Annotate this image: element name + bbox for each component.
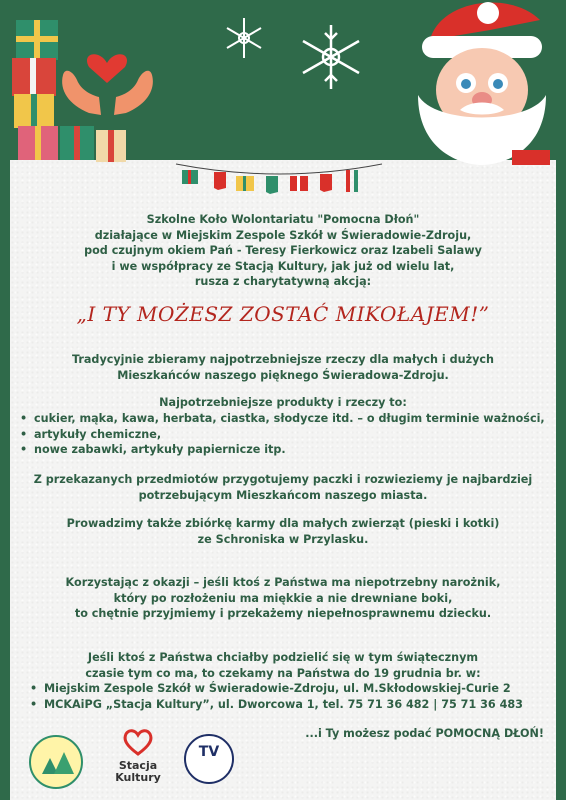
garland-icon [174,160,384,200]
animals-line: ze Schroniska w Przylasku. [197,532,369,546]
intro-line: pod czujnym okiem Pań - Teresy Fierkowicz oraz Izabeli Salawy [84,244,482,257]
list-item: • artykuły chemiczne, [20,427,545,443]
packages-block [0,472,566,503]
tv-badge: TV [198,744,220,760]
intro-line: rusza z charytatywną akcją: [194,275,372,288]
stacja-logo-line1: Stacja [118,759,158,772]
campaign-slogan: „I TY MOŻESZ ZOSTAĆ MIKOŁAJEM!” [76,302,490,326]
intro-line: Szkolne Koło Wolontariatu "Pomocna Dłoń" [146,213,420,226]
snowflake-icon [222,16,266,60]
tradition-block [0,352,566,383]
school-logo-icon [28,734,84,790]
hands-heart-icon [55,35,160,120]
intro-line: i we współpracy ze Stacją Kultury, jak już od wielu lat, [111,259,455,273]
corner-line: który po rozłożeniu ma miękkie a nie drewniane boki, [113,591,453,605]
packages-line: Z przekazanych przedmiotów przygotujemy paczki i rozwieziemy je najbardziej [33,473,533,486]
list-item: • MCKAiPG „Stacja Kultury”, ul. Dworcowa 1, tel. 75 71 36 482 | 75 71 36 483 [30,697,523,713]
closing-text: ...i Ty możesz podać POMOCNĄ DŁOŃ! [305,727,544,740]
corner-line: to chętnie przyjmiemy i przekażemy niepełnosprawnemu dziecku. [74,607,492,620]
intro-block [0,212,566,290]
animals-line: Prowadzimy także zbiórkę karmy dla małych zwierząt (pieski i kotki) [66,517,500,530]
intro-line: działające w Miejskim Zespole Szkół w Świeradowie-Zdroju, [94,228,472,242]
stacja-logo-line2: Kultury [115,771,161,784]
packages-line: potrzebującym Mieszkańcom naszego miasta. [138,488,428,502]
animals-block [0,516,566,547]
share-line: Jeśli ktoś z Państwa chciałby podzielić się w tym świątecznym [87,651,479,664]
needs-heading-text: Najpotrzebniejsze produkty i rzeczy to: [159,396,407,409]
corner-line: Korzystając z okazji – jeśli ktoś z Państwa ma niepotrzebny narożnik, [65,576,501,589]
tradition-line: Mieszkańców naszego pięknego Świeradowa-Zdroju. [117,368,449,382]
locations-list [30,681,523,712]
tradition-line: Tradycyjnie zbieramy najpotrzebniejsze rzeczy dla małych i dużych [71,353,495,366]
santa-icon [400,0,566,165]
share-line: czasie tym co ma, to czekamy na Państwa do 19 grudnia br. w: [85,666,481,680]
corner-block [0,575,566,622]
stacja-kultury-logo-icon [108,728,168,792]
list-item: • Miejskim Zespole Szkół w Świeradowie-Zdroju, ul. M.Skłodowskiej-Curie 2 [30,681,523,697]
list-item: • nowe zabawki, artykuły papiernicze itp. [20,442,545,458]
heart-icon [123,728,153,756]
needs-heading [0,395,566,411]
needs-list [20,411,545,458]
share-block [0,650,566,681]
list-item: • cukier, mąka, kawa, herbata, ciastka, słodycze itd. – o długim terminie ważności, [20,411,545,427]
tv-logo-icon [184,734,234,784]
snowflake-icon [296,22,366,92]
